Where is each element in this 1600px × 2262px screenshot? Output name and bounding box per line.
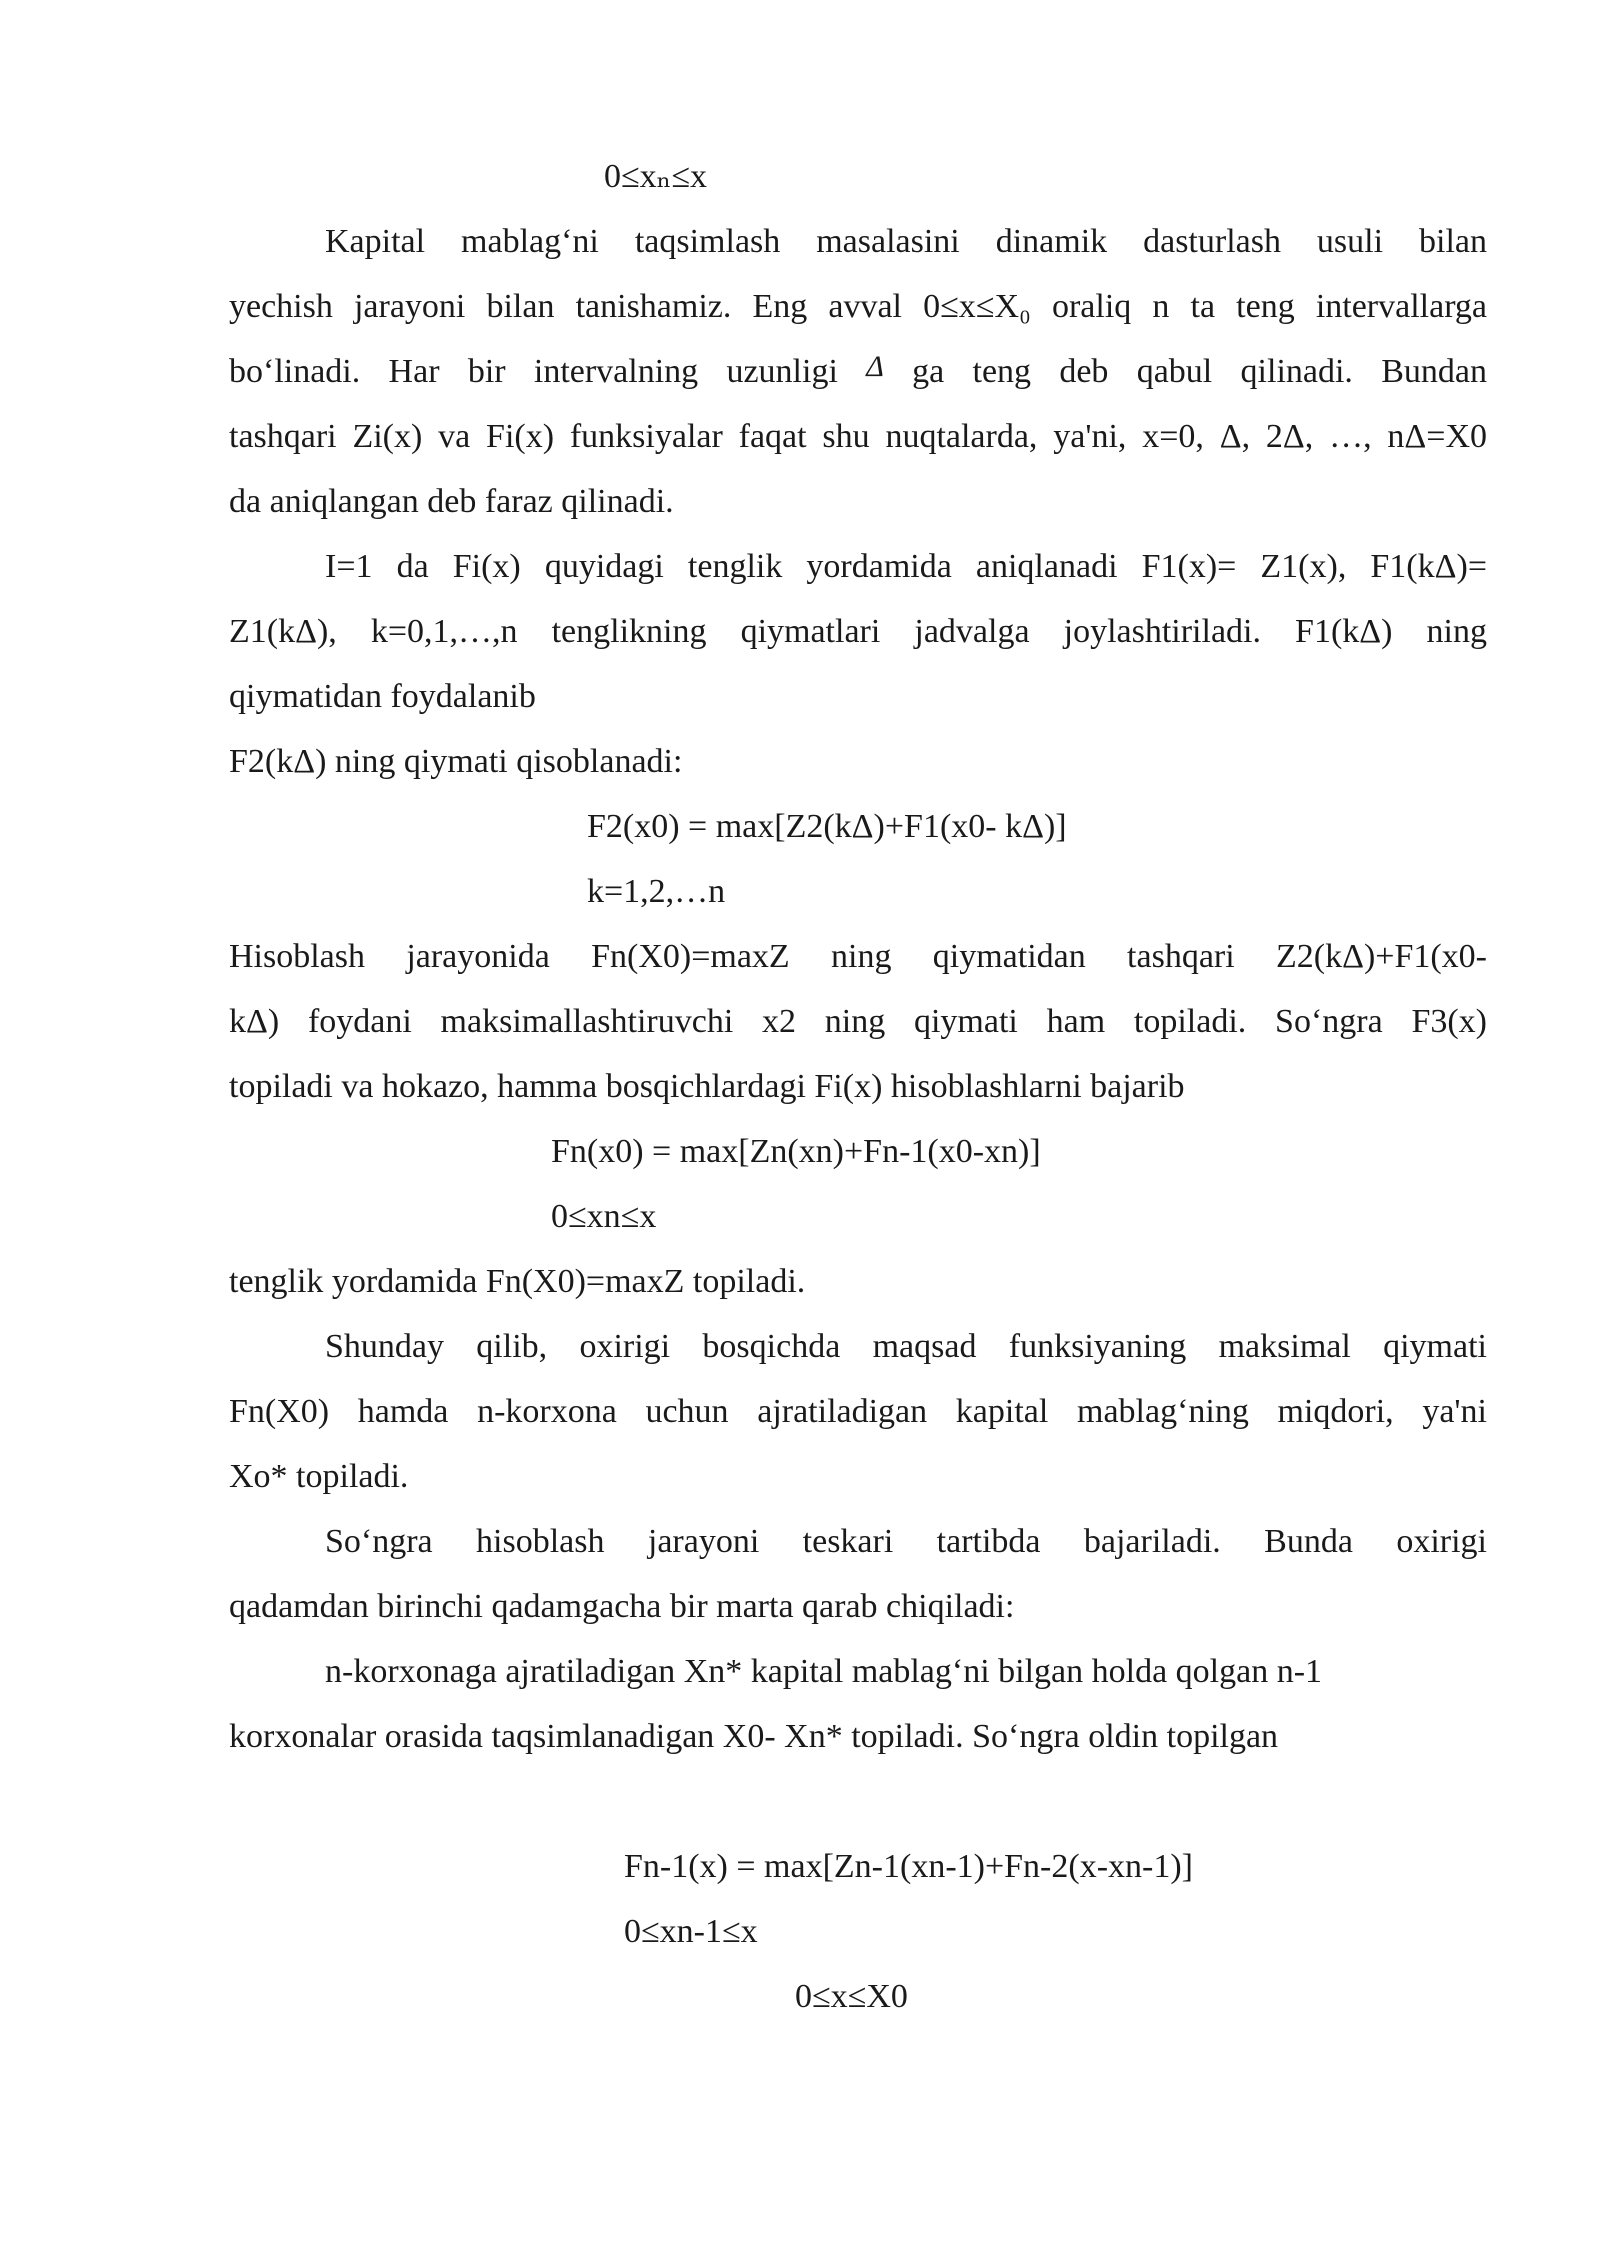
paragraph-line: tashqari Zi(x) va Fi(x) funksiyalar faqat shu nuqtalarda, ya'ni, x=0, Δ, 2Δ, …, nΔ=X0 [229, 418, 1487, 455]
paragraph-line: Shunday qilib, oxirigi bosqichda maqsad funksiyaning maksimal qiymati [325, 1328, 1487, 1365]
paragraph-line: kΔ) foydani maksimallashtiruvchi x2 ning qiymati ham topiladi. So‘ngra F3(x) [229, 1003, 1487, 1040]
paragraph-line: qadamdan birinchi qadamgacha bir marta qarab chiqiladi: [229, 1588, 1015, 1625]
paragraph-line [229, 350, 1487, 390]
formula-f2: F2(x0) = max[Z2(kΔ)+F1(x0- kΔ)] [587, 808, 1067, 845]
paragraph-line: tenglik yordamida Fn(X0)=maxZ topiladi. [229, 1263, 806, 1300]
paragraph-line: qiymatidan foydalanib [229, 678, 536, 715]
paragraph-line: I=1 da Fi(x) quyidagi tenglik yordamida aniqlanadi F1(x)= Z1(x), F1(kΔ)= [325, 548, 1487, 585]
paragraph-line: Kapital mablag‘ni taqsimlash masalasini dinamik dasturlash usuli bilan [325, 223, 1487, 260]
formula-fn-minus-1: Fn-1(x) = max[Zn-1(xn-1)+Fn-2(x-xn-1)] [624, 1848, 1193, 1885]
formula-fn: Fn(x0) = max[Zn(xn)+Fn-1(x0-xn)] [551, 1133, 1041, 1170]
formula-range-k: k=1,2,…n [587, 873, 726, 910]
paragraph-line: Hisoblash jarayonida Fn(X0)=maxZ ning qiymatidan tashqari Z2(kΔ)+F1(x0- [229, 938, 1487, 975]
paragraph-line: So‘ngra hisoblash jarayoni teskari tartibda bajariladi. Bunda oxirigi [325, 1523, 1487, 1560]
formula-constraint-xn: 0≤xn≤x [551, 1198, 657, 1235]
formula-constraint-x: 0≤x≤X0 [795, 1978, 908, 2015]
paragraph-line: topiladi va hokazo, hamma bosqichlardagi Fi(x) hisoblashlarni bajarib [229, 1068, 1185, 1105]
text-segment: ga teng deb qabul qilinadi. Bundan [912, 353, 1487, 390]
paragraph-line: korxonalar orasida taqsimlanadigan X0- Xn* topiladi. So‘ngra oldin topilgan [229, 1718, 1279, 1755]
formula-constraint-top: 0≤xₙ≤x [604, 158, 708, 195]
delta-symbol: Δ [866, 350, 884, 383]
paragraph-line: da aniqlangan deb faraz qilinadi. [229, 483, 674, 520]
paragraph-line: Z1(kΔ), k=0,1,…,n tenglikning qiymatlari jadvalga joylashtiriladi. F1(kΔ) ning [229, 613, 1487, 650]
text-segment: bo‘linadi. Har bir intervalning uzunligi [229, 353, 838, 390]
formula-constraint-xn-1: 0≤xn-1≤x [624, 1913, 758, 1950]
paragraph-line: Xo* topiladi. [229, 1458, 409, 1495]
paragraph-line: F2(kΔ) ning qiymati qisoblanadi: [229, 743, 683, 780]
paragraph-line: n-korxonaga ajratiladigan Xn* kapital mablag‘ni bilgan holda qolgan n-1 [325, 1653, 1323, 1690]
paragraph-line: Fn(X0) hamda n-korxona uchun ajratiladigan kapital mablag‘ning miqdori, ya'ni [229, 1393, 1487, 1430]
paragraph-line: yechish jarayoni bilan tanishamiz. Eng avval 0≤x≤X₀ oraliq n ta teng intervallarga [229, 288, 1487, 325]
